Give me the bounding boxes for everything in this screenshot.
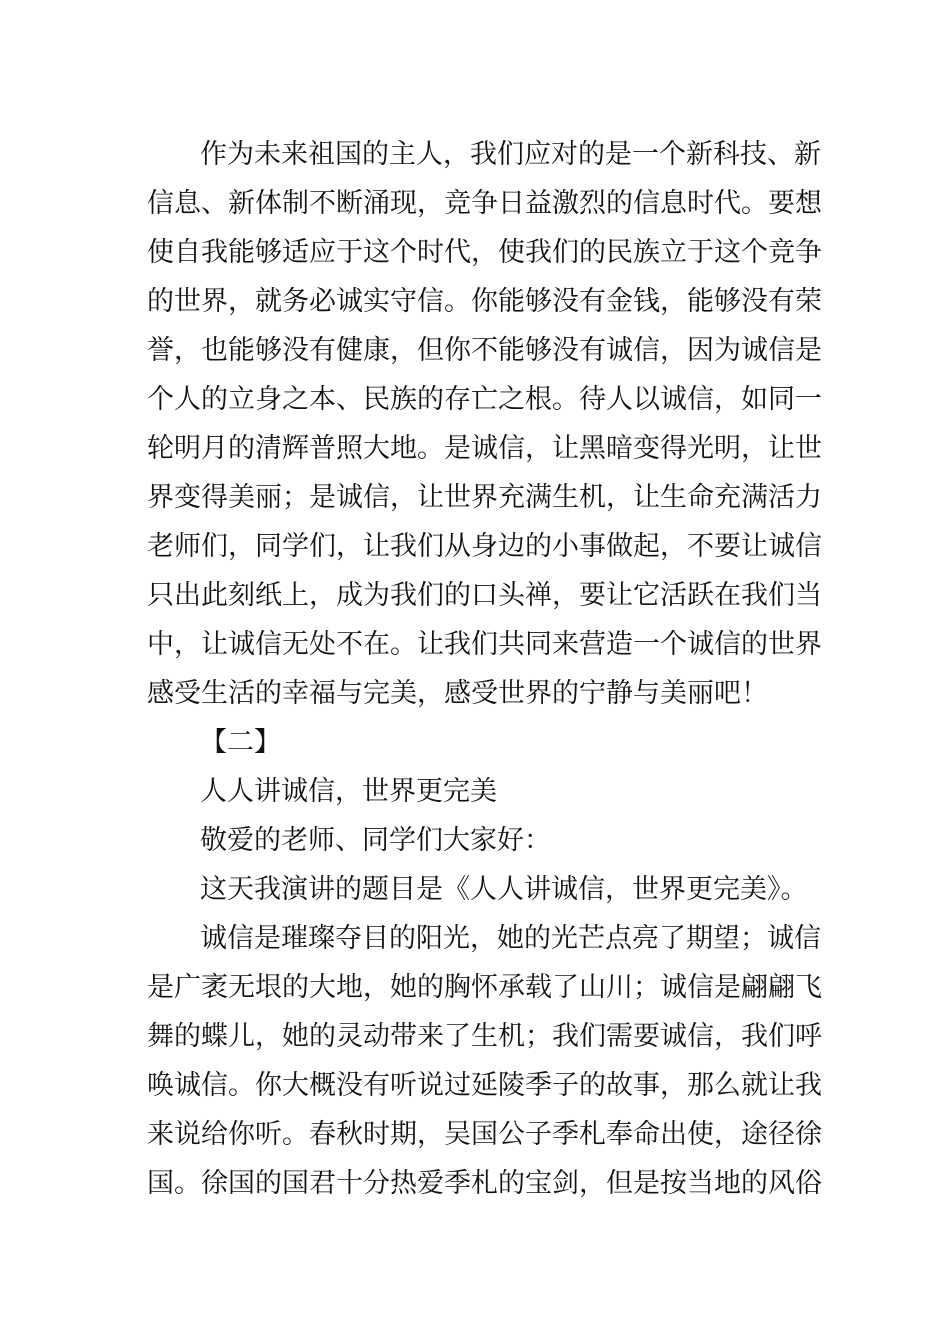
paragraph-1-line: 作为未来祖国的主人，我们应对的是一个新科技、新 — [200, 139, 821, 170]
speech-title: 人人讲诚信，世界更完美 — [200, 776, 497, 807]
paragraph-1-line: 只出此刻纸上，成为我们的口头禅，要让它活跃在我们当 — [147, 580, 822, 611]
paragraph-1-line: 的世界，就务必诚实守信。你能够没有金钱，能够没有荣 — [147, 286, 822, 317]
paragraph-1-line: 轮明月的清辉普照大地。是诚信，让黑暗变得光明，让世 — [147, 433, 822, 464]
section-heading: 【二】 — [200, 727, 281, 758]
document-body — [147, 130, 822, 1208]
paragraph-1-line: 中，让诚信无处不在。让我们共同来营造一个诚信的世界 — [147, 629, 822, 660]
paragraph-1-line: 誉，也能够没有健康，但你不能够没有诚信，因为诚信是 — [147, 335, 822, 366]
paragraph-1-line: 界变得美丽；是诚信，让世界充满生机，让生命充满活力 — [147, 482, 822, 513]
paragraph-1 — [147, 130, 822, 718]
paragraph-2-line: 国。徐国的国君十分热爱季札的宝剑，但是按当地的风俗 — [147, 1168, 822, 1199]
greeting: 敬爱的老师、同学们大家好： — [200, 825, 551, 856]
paragraph-1-line: 老师们，同学们，让我们从身边的小事做起，不要让诚信 — [147, 531, 822, 562]
paragraph-1-line: 信息、新体制不断涌现，竞争日益激烈的信息时代。要想 — [147, 188, 822, 219]
paragraph-1-line: 感受生活的幸福与完美，感受世界的宁静与美丽吧！ — [147, 678, 768, 709]
paragraph-2-line: 来说给你听。春秋时期，吴国公子季札奉命出使，途径徐 — [147, 1119, 822, 1150]
paragraph-2-line: 舞的蝶儿，她的灵动带来了生机；我们需要诚信，我们呼 — [147, 1021, 822, 1052]
paragraph-2-line: 唤诚信。你大概没有听说过延陵季子的故事，那么就让我 — [147, 1070, 822, 1101]
paragraph-1-line: 个人的立身之本、民族的存亡之根。待人以诚信，如同一 — [147, 384, 822, 415]
paragraph-1-line: 使自我能够适应于这个时代，使我们的民族立于这个竞争 — [147, 237, 822, 268]
paragraph-2 — [147, 914, 822, 1208]
paragraph-2-line: 是广袤无垠的大地，她的胸怀承载了山川；诚信是翩翩飞 — [147, 972, 822, 1003]
paragraph-2-line: 诚信是璀璨夺目的阳光，她的光芒点亮了期望；诚信 — [200, 923, 821, 954]
topic-line: 这天我演讲的题目是《人人讲诚信，世界更完美》。 — [200, 874, 808, 905]
